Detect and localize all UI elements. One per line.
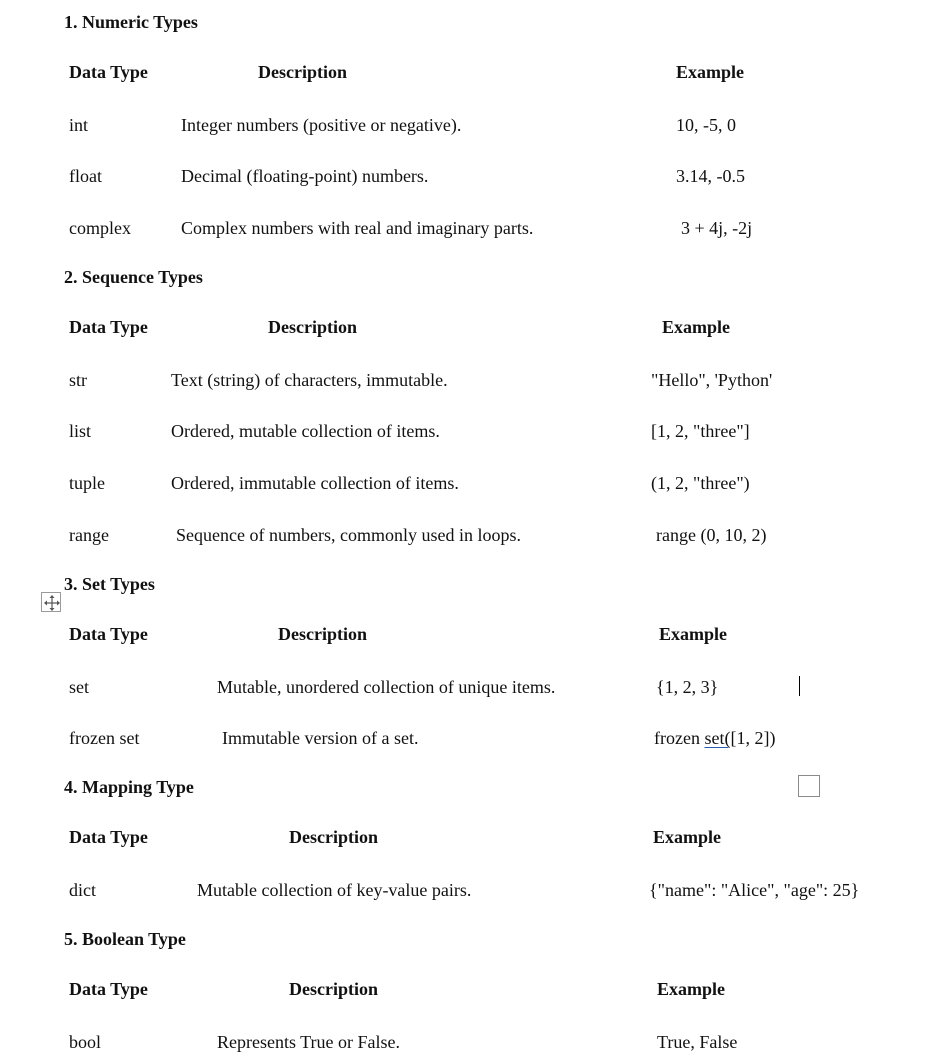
cell-description[interactable]: Decimal (floating-point) numbers.: [181, 166, 429, 186]
column-header-description: Description: [258, 62, 347, 82]
cell-data-type[interactable]: str: [69, 370, 87, 390]
cell-data-type[interactable]: range: [69, 525, 109, 545]
empty-checkbox[interactable]: [798, 775, 820, 797]
cell-description[interactable]: Mutable, unordered collection of unique items.: [217, 677, 556, 697]
cell-data-type[interactable]: set: [69, 677, 89, 697]
cell-example[interactable]: [654, 729, 775, 747]
column-header-data-type: Data Type: [69, 62, 148, 82]
cell-example[interactable]: {"name": "Alice", "age": 25}: [649, 880, 860, 900]
column-header-example: Example: [662, 317, 731, 337]
column-header-description: Description: [289, 827, 378, 847]
cell-data-type[interactable]: float: [69, 166, 102, 186]
cell-example[interactable]: 3.14, -0.5: [676, 166, 745, 186]
cell-data-type[interactable]: tuple: [69, 473, 105, 493]
cell-data-type[interactable]: int: [69, 115, 89, 135]
cell-description[interactable]: Integer numbers (positive or negative).: [181, 115, 462, 135]
table-move-handle[interactable]: [41, 592, 61, 612]
column-header-data-type: Data Type: [69, 317, 148, 337]
section-title: 4. Mapping Type: [64, 777, 194, 797]
cell-description[interactable]: Immutable version of a set.: [222, 728, 419, 748]
cell-example[interactable]: True, False: [657, 1032, 738, 1052]
cell-data-type[interactable]: complex: [69, 218, 131, 238]
text-cursor: [799, 676, 800, 696]
section-title: 2. Sequence Types: [64, 267, 203, 287]
column-header-example: Example: [659, 624, 728, 644]
cell-data-type[interactable]: frozen set: [69, 728, 140, 748]
section-title: 3. Set Types: [64, 574, 155, 594]
cell-description[interactable]: Represents True or False.: [217, 1032, 400, 1052]
cell-example[interactable]: {1, 2, 3}: [656, 677, 719, 697]
cell-data-type[interactable]: list: [69, 421, 92, 441]
cell-description[interactable]: Sequence of numbers, commonly used in loops.: [176, 525, 521, 545]
column-header-example: Example: [657, 979, 726, 999]
cell-example[interactable]: 3 + 4j, -2j: [681, 218, 753, 238]
column-header-example: Example: [676, 62, 745, 82]
cell-description[interactable]: Ordered, immutable collection of items.: [171, 473, 459, 493]
cell-example[interactable]: range (0, 10, 2): [656, 525, 767, 545]
cell-example[interactable]: (1, 2, "three"): [651, 473, 750, 493]
cell-example[interactable]: [1, 2, "three"]: [651, 421, 750, 441]
example-text-part: frozen: [654, 728, 705, 748]
cell-description[interactable]: Complex numbers with real and imaginary parts.: [181, 218, 534, 238]
column-header-data-type: Data Type: [69, 827, 148, 847]
example-text-part: [1, 2]): [730, 728, 776, 748]
section-title: 1. Numeric Types: [64, 12, 198, 32]
cell-data-type[interactable]: bool: [69, 1032, 102, 1052]
cell-description[interactable]: Ordered, mutable collection of items.: [171, 421, 440, 441]
column-header-description: Description: [278, 624, 367, 644]
column-header-data-type: Data Type: [69, 979, 148, 999]
column-header-description: Description: [268, 317, 357, 337]
move-arrows-icon: [43, 594, 61, 612]
cell-description[interactable]: Text (string) of characters, immutable.: [171, 370, 448, 390]
section-title: 5. Boolean Type: [64, 929, 186, 949]
spellcheck-underlined-text[interactable]: set(: [704, 728, 731, 748]
column-header-example: Example: [653, 827, 722, 847]
column-header-data-type: Data Type: [69, 624, 148, 644]
cell-example[interactable]: "Hello", 'Python': [651, 370, 773, 390]
cell-example[interactable]: 10, -5, 0: [676, 115, 736, 135]
cell-description[interactable]: Mutable collection of key-value pairs.: [197, 880, 472, 900]
cell-data-type[interactable]: dict: [69, 880, 96, 900]
column-header-description: Description: [289, 979, 378, 999]
